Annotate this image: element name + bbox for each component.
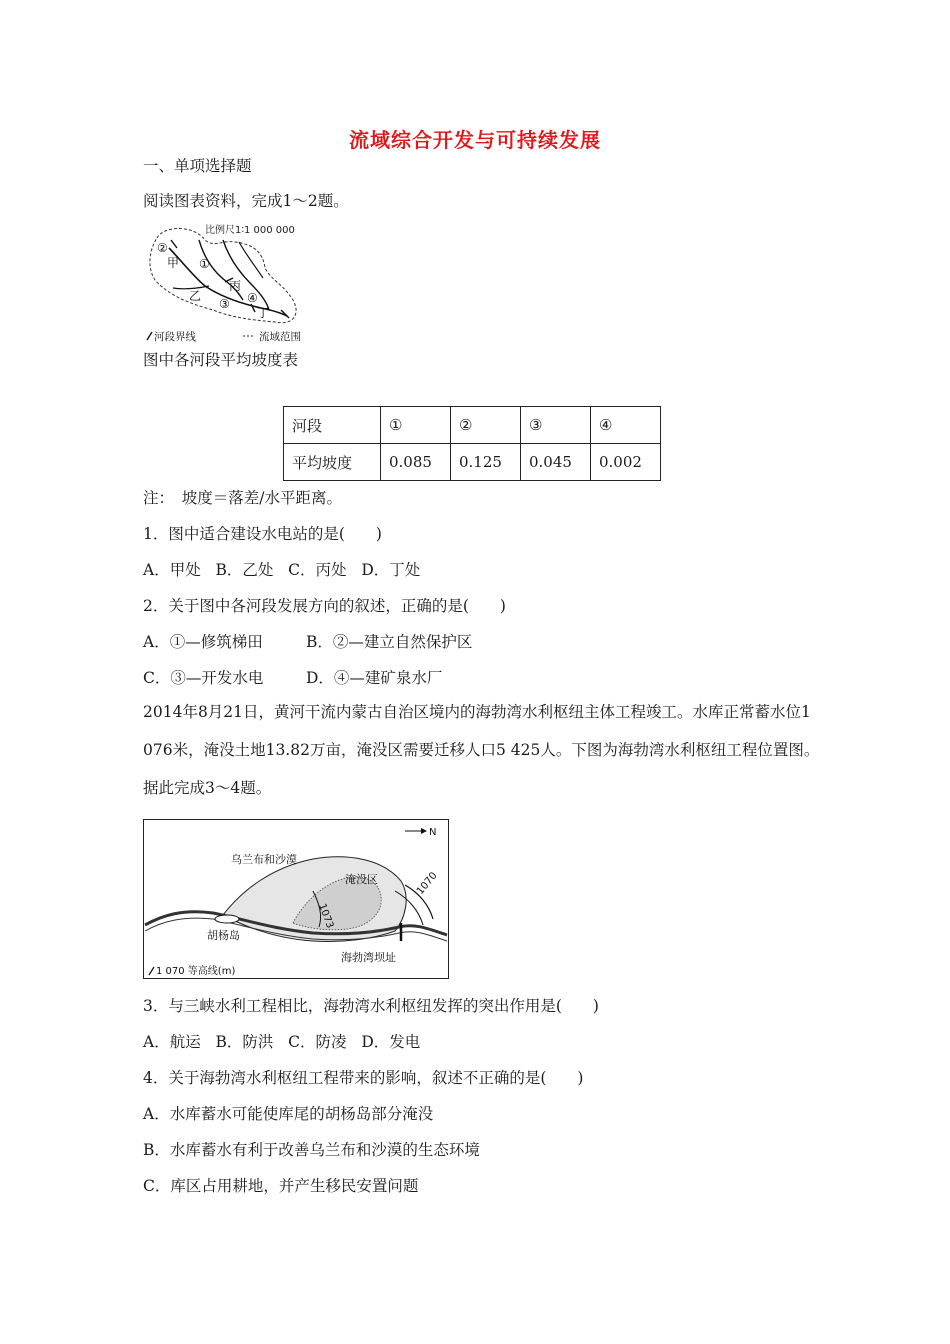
- option-d[interactable]: D．发电: [361, 1033, 421, 1051]
- table-cell: ②: [451, 407, 521, 444]
- option-b[interactable]: B．防洪: [215, 1033, 274, 1051]
- option-d[interactable]: D．④—建矿泉水厂: [306, 669, 443, 687]
- option-a[interactable]: A．航运: [143, 1033, 201, 1051]
- table-cell: 0.085: [381, 444, 451, 481]
- contour-legend: 1 070 等高线(m): [156, 966, 236, 977]
- question-1-stem: 1．图中适合建设水电站的是( ): [143, 525, 382, 543]
- table-header-row: [284, 407, 661, 444]
- intro-text: 阅读图表资料，完成1～2题。: [143, 192, 349, 210]
- option-d[interactable]: D．丁处: [361, 561, 421, 579]
- island-label: 胡杨岛: [207, 929, 240, 942]
- option-a[interactable]: A．水库蓄水可能使库尾的胡杨岛部分淹没: [143, 1105, 434, 1123]
- option-c[interactable]: C．库区占用耕地，并产生移民安置问题: [143, 1177, 419, 1195]
- option-a[interactable]: A．①—修筑梯田: [143, 633, 263, 651]
- question-3-stem: 3．与三峡水利工程相比，海勃湾水利枢纽发挥的突出作用是( ): [143, 997, 599, 1015]
- haibowan-location-map: [143, 819, 449, 979]
- page-title: 流域综合开发与可持续发展: [349, 128, 601, 152]
- tributary-3: [239, 242, 263, 278]
- label-section-3: ③: [219, 297, 230, 311]
- map-scale-label: 比例尺1∶1 000 000: [205, 225, 295, 236]
- flooded-zone-label: 淹没区: [345, 873, 378, 886]
- dam-site-label: 海勃湾坝址: [341, 951, 396, 964]
- question-1-options: [143, 560, 420, 580]
- table-cell: 0.125: [451, 444, 521, 481]
- table-cell: 0.045: [521, 444, 591, 481]
- question-4-stem: 4．关于海勃湾水利枢纽工程带来的影响，叙述不正确的是( ): [143, 1069, 584, 1087]
- label-jia: 甲: [167, 256, 180, 270]
- desert-label: 乌兰布和沙漠: [231, 853, 297, 866]
- legend-basin-range: 流域范围: [259, 331, 301, 343]
- option-b[interactable]: B．乙处: [215, 561, 274, 579]
- option-c[interactable]: C．丙处: [288, 561, 347, 579]
- table-cell: ①: [381, 407, 451, 444]
- contour-label-1070: 1070: [414, 870, 440, 897]
- question-3-options: [143, 1032, 420, 1052]
- table-cell: 平均坡度: [284, 444, 381, 481]
- option-b[interactable]: B．②—建立自然保护区: [306, 633, 473, 651]
- question-2-stem: 2．关于图中各河段发展方向的叙述，正确的是( ): [143, 597, 506, 615]
- question-2-options-row1: [143, 632, 472, 652]
- table-cell: 0.002: [591, 444, 661, 481]
- table-caption: 图中各河段平均坡度表: [143, 351, 299, 369]
- table-note: 注： 坡度＝落差/水平距离。: [143, 489, 342, 507]
- label-bing: 丙: [229, 279, 242, 293]
- reading-passage: 2014年8月21日，黄河干流内蒙古自治区境内的海勃湾水利枢纽主体工程竣工。水库正常蓄水位1 076米，淹没土地13.82万亩，淹没区需要迁移人口5 425人。下图为海勃湾水利枢纽工程位置图。据此完成3～4题。: [143, 703, 820, 797]
- section-heading: 一、单项选择题: [143, 157, 252, 175]
- label-section-4: ④: [247, 291, 258, 305]
- slope-table: [283, 406, 661, 481]
- table-cell: ④: [591, 407, 661, 444]
- option-b[interactable]: B．水库蓄水有利于改善乌兰布和沙漠的生态环境: [143, 1141, 480, 1159]
- label-ding: 丁: [257, 306, 270, 320]
- option-c[interactable]: C．防凌: [288, 1033, 347, 1051]
- contour-label-1073: 1073: [316, 902, 336, 930]
- option-a[interactable]: A．甲处: [143, 561, 201, 579]
- river-basin-map: [143, 218, 323, 346]
- question-2-options-row2: [143, 668, 442, 688]
- table-row: [284, 444, 661, 481]
- label-section-2: ②: [157, 241, 168, 255]
- table-cell: 河段: [284, 407, 381, 444]
- option-c[interactable]: C．③—开发水电: [143, 669, 264, 687]
- legend-section-boundary: 河段界线: [154, 331, 196, 343]
- label-yi: 乙: [189, 289, 202, 303]
- table-cell: ③: [521, 407, 591, 444]
- label-section-1: ①: [199, 257, 210, 271]
- north-label: N: [429, 827, 437, 838]
